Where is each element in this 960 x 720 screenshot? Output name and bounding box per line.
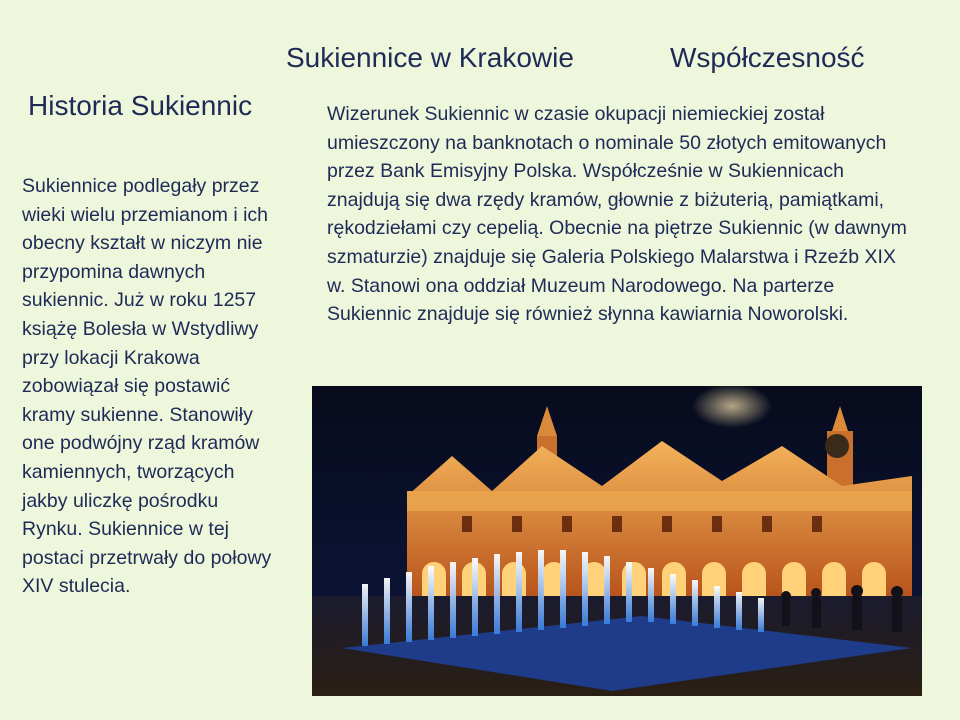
slide-title: Sukiennice w Krakowie (286, 42, 574, 73)
photo-sukiennice-night-fountain-icon (312, 386, 922, 696)
modern-text: Wizerunek Sukiennic w czasie okupacji niemieckiej został umieszczony na banknotach o nominale 50 złotych emitowanych przez Bank Emisyjny Polska. Współcześnie w Sukiennicach znajdują się dwa rzędy kramów, głownie z biżuterią, pamiątkami, rękodziełami czy cepelią. Obecnie na piętrze Sukiennic (w dawnym szmaturzie) znajduje się Galeria Polskiego Malarstwa i Rzeźb XIX w. Stanowi ona oddział Muzeum Narodowego. Na parterze Sukiennic znajduje się również słynna kawiarnia Noworolski. (327, 103, 907, 326)
history-text: Sukiennice podlegały przez wieki wielu przemianom i ich obecny kształt w niczym nie przypomina dawnych sukiennic. Już w roku 1257 książę Bolesła w Wstydliwy przy lokacji Krakowa zobowiązał się postawić kramy sukienne. Stanowiły one podwójny rząd kramów kamiennych, tworzących jakby uliczkę pośrodku Rynku. Sukiennice w tej postaci przetrwały do połowy XIV stulecia. (22, 175, 272, 598)
history-heading: Historia Sukiennic (28, 90, 253, 121)
sukiennice-photo (312, 386, 922, 696)
slide-subtitle: Współczesność (670, 42, 865, 73)
